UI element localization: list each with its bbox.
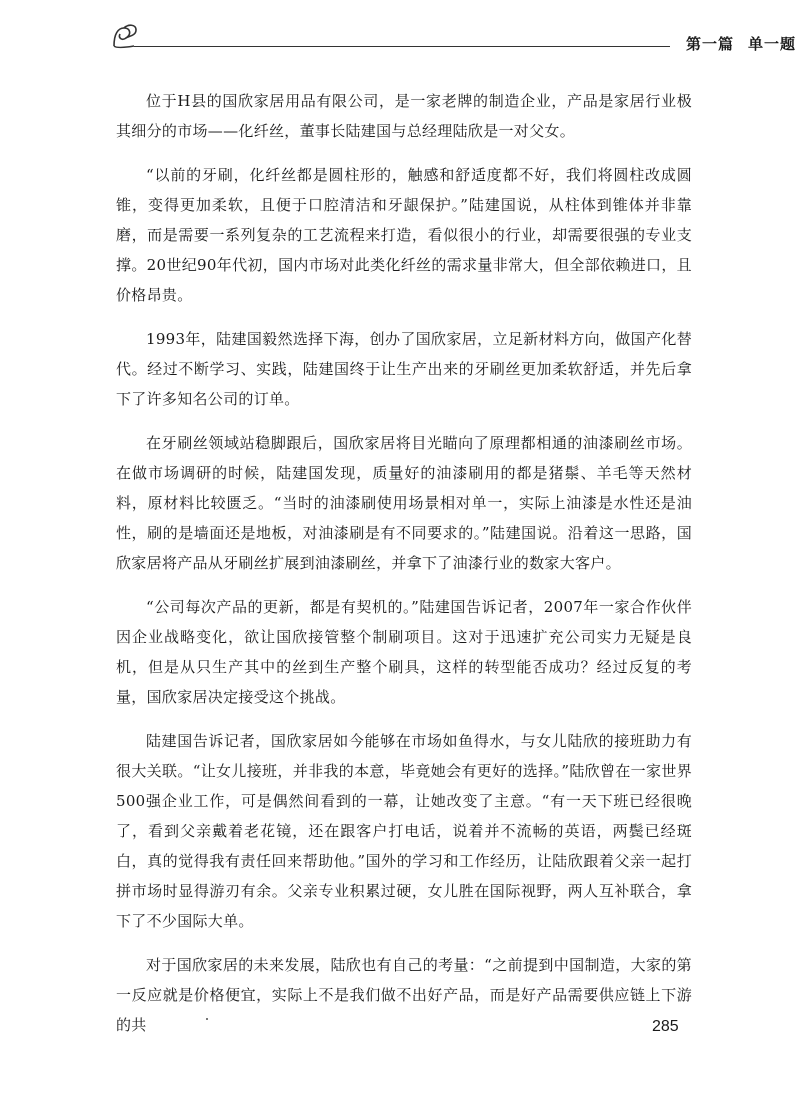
page-number: 285 — [652, 1018, 679, 1035]
paragraph-7: 对于国欣家居的未来发展，陆欣也有自己的考量：“之前提到中国制造，大家的第一反应就是价格便宜，实际上不是我们做不出好产品，而是好产品需要供应链上下游的共 — [116, 956, 692, 1034]
chapter-title — [686, 33, 796, 54]
leaf-ornament-icon — [108, 22, 142, 52]
topic-label: 单一题 — [748, 35, 797, 53]
part-label: 第一篇 — [686, 35, 735, 53]
paragraph-5: “公司每次产品的更新，都是有契机的。”陆建国告诉记者，2007年一家合作伙伴因企业战略变化，欲让国欣接管整个制刷项目。这对于迅速扩充公司实力无疑是良机，但是从只生产其中的丝到生产整个刷具，这样的转型能否成功？经过反复的考量，国欣家居决定接受这个挑战。 — [116, 598, 692, 706]
paragraph-6: 陆建国告诉记者，国欣家居如今能够在市场如鱼得水，与女儿陆欣的接班助力有很大关联。“让女儿接班，并非我的本意，毕竟她会有更好的选择。”陆欣曾在一家世界500强企业工作，可是偶然间看到的一幕，让她改变了主意。“有一天下班已经很晚了，看到父亲戴着老花镜，还在跟客户打电话，说着并不流畅的英语，两鬓已经斑白，真的觉得我有责任回来帮助他。”国外的学习和工作经历，让陆欣跟着父亲一起打拼市场时显得游刃有余。父亲专业积累过硬，女儿胜在国际视野，两人互补联合，拿下了不少国际大单。 — [116, 732, 692, 930]
body-text — [116, 86, 692, 1054]
paragraph-1: 位于H县的国欣家居用品有限公司，是一家老牌的制造企业，产品是家居行业极其细分的市场——化纤丝，董事长陆建国与总经理陆欣是一对父女。 — [116, 92, 692, 140]
scan-speck — [206, 1018, 208, 1020]
paragraph-2: “以前的牙刷，化纤丝都是圆柱形的，触感和舒适度都不好，我们将圆柱改成圆锥，变得更加柔软，且便于口腔清洁和牙龈保护。”陆建国说，从柱体到锥体并非靠磨，而是需要一系列复杂的工艺流程来打造，看似很小的行业，却需要很强的专业支撑。20世纪90年代初，国内市场对此类化纤丝的需求量非常大，但全部依赖进口，且价格昂贵。 — [116, 166, 692, 304]
running-header — [108, 22, 797, 58]
paragraph-3: 1993年，陆建国毅然选择下海，创办了国欣家居，立足新材料方向，做国产化替代。经过不断学习、实践，陆建国终于让生产出来的牙刷丝更加柔软舒适，并先后拿下了许多知名公司的订单。 — [116, 330, 692, 408]
paragraph-4: 在牙刷丝领域站稳脚跟后，国欣家居将目光瞄向了原理都相通的油漆刷丝市场。在做市场调研的时候，陆建国发现，质量好的油漆刷用的都是猪鬃、羊毛等天然材料，原材料比较匮乏。“当时的油漆刷使用场景相对单一，实际上油漆是水性还是油性，刷的是墙面还是地板，对油漆刷是有不同要求的。”陆建国说。沿着这一思路，国欣家居将产品从牙刷丝扩展到油漆刷丝，并拿下了油漆行业的数家大客户。 — [116, 434, 692, 572]
header-rule-left — [134, 46, 670, 47]
